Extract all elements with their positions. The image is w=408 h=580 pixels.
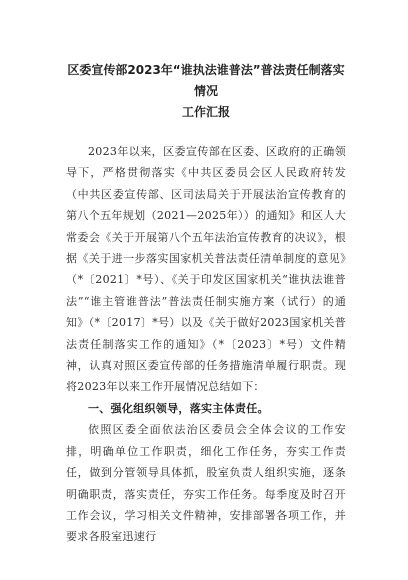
paragraph-intro: 2023年以来，区委宣传部在区委、区政府的正确领导下，严格贯彻落实《中共区委员会区人民政府转发（中共区委宣传部、区司法局关于开展法治宣传教育的第八个五年规划（2021—2025年））的通知》和区人大常委会《关于开展第八个五年法治宣传教育的决议》，根据《关于进一步落实国家机关普法责任清单制度的意见》（*〔2021〕*号）、《关于印发区国家机关“谁执法谁普法”“谁主管谁普法”普法责任制实施方案（试行）的通知》（*〔2017〕*号）以及《关于做好2023国家机关普法责任制落实工作的通知》（*〔2023〕*号）文件精神，认真对照区委宣传部的任务措施清单履行职责。现将2023年以来工作开展情况总结如下：: [66, 145, 346, 394]
document-title: [66, 60, 346, 123]
section-heading-1: 一、强化组织领导，落实主体责任。: [88, 401, 269, 415]
document-title-line-1: 区委宣传部2023年“谁执法谁普法”普法责任制落实情况: [67, 63, 345, 98]
document-body: [66, 141, 346, 548]
paragraph-section-1: 依照区委全面依法治区委员会全体会议的工作安排，明确单位工作职责，细化工作任务，夯实工作责任，做到分管领导具体抓，股室负责人组织实施，逐条明确职责，落实责任，夯实工作任务。每季度及时召开工作会议，学习相关文件精神，安排部署各项工作，并要求各股室迅速行: [66, 423, 346, 544]
document-title-line-2: 工作汇报: [181, 105, 230, 119]
